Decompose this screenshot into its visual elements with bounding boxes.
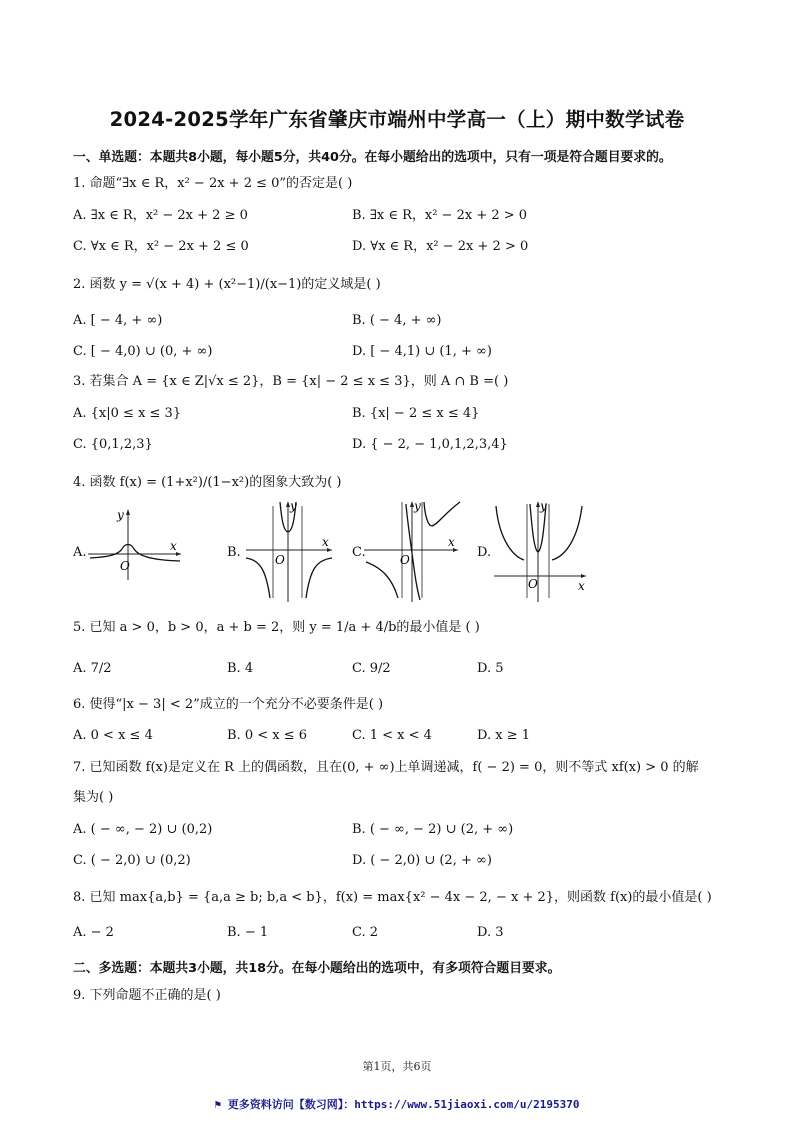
question-8-option-d[interactable]: D. 3 <box>477 925 504 940</box>
question-2-stem: 2. 函数 y = √(x + 4) + (x²−1)/(x−1)的定义域是( ) <box>73 277 381 292</box>
question-4-graph-a[interactable] <box>88 505 184 580</box>
question-3-option-d[interactable]: D. { − 2, − 1,0,1,2,3,4} <box>352 437 508 452</box>
question-4-option-c[interactable]: C. <box>352 545 366 560</box>
bottom-link-bar[interactable] <box>0 1096 794 1112</box>
graph-a-y-label: y <box>117 508 124 522</box>
question-8-option-a[interactable]: A. − 2 <box>73 925 114 940</box>
question-6-stem: 6. 使得“|x − 3| < 2”成立的一个充分不必要条件是( ) <box>73 697 384 712</box>
question-7-stem-continued: 集为( ) <box>73 790 114 805</box>
question-6-option-a[interactable]: A. 0 < x ≤ 4 <box>73 728 153 743</box>
question-5-option-a[interactable]: A. 7/2 <box>73 661 112 676</box>
graph-d-origin-label: O <box>528 577 538 591</box>
question-3-stem: 3. 若集合 A = {x ∈ Z|√x ≤ 2}，B = {x| − 2 ≤ x ≤ 3}，则 A ∩ B =( ) <box>73 374 509 389</box>
question-4-option-a[interactable]: A. <box>73 545 87 560</box>
question-1-option-b[interactable]: B. ∃x ∈ R，x² − 2x + 2 > 0 <box>352 208 528 223</box>
graph-a-x-label: x <box>170 539 177 553</box>
question-4-graph-c[interactable] <box>364 498 464 602</box>
question-4-option-b[interactable]: B. <box>227 545 241 560</box>
question-5-stem: 5. 已知 a > 0，b > 0，a + b = 2，则 y = 1/a + 4/b的最小值是 ( ) <box>73 620 480 635</box>
question-4-graph-d[interactable] <box>494 498 590 602</box>
question-6-option-d[interactable]: D. x ≥ 1 <box>477 728 530 743</box>
question-7-stem: 7. 已知函数 f(x)是定义在 R 上的偶函数，且在(0, + ∞)上单调递减，f( − 2) = 0，则不等式 xf(x) > 0 的解 <box>73 760 699 775</box>
graph-c-origin-label: O <box>400 553 410 567</box>
question-7-option-a[interactable]: A. ( − ∞, − 2) ∪ (0,2) <box>73 822 213 837</box>
question-8-stem: 8. 已知 max{a,b} = {a,a ≥ b; b,a < b}，f(x) = max{x² − 4x − 2, − x + 2}，则函数 f(x)的最小值是( ) <box>73 890 712 905</box>
question-6-option-c[interactable]: C. 1 < x < 4 <box>352 728 432 743</box>
question-4-stem: 4. 函数 f(x) = (1+x²)/(1−x²)的图象大致为( ) <box>73 475 342 490</box>
question-5-option-d[interactable]: D. 5 <box>477 661 504 676</box>
question-3-option-b[interactable]: B. {x| − 2 ≤ x ≤ 4} <box>352 406 480 421</box>
graph-b-y-label: y <box>290 499 297 513</box>
question-1-option-d[interactable]: D. ∀x ∈ R，x² − 2x + 2 > 0 <box>352 239 529 254</box>
question-2-option-d[interactable]: D. [ − 4,1) ∪ (1, + ∞) <box>352 344 492 359</box>
question-3-option-a[interactable]: A. {x|0 ≤ x ≤ 3} <box>73 406 182 421</box>
question-4-option-d[interactable]: D. <box>477 545 492 560</box>
question-8-option-b[interactable]: B. − 1 <box>227 925 269 940</box>
question-4-graph-b[interactable] <box>240 498 336 602</box>
section-heading-multi-choice: 二、多选题：本题共3小题，共18分。在每小题给出的选项中，有多项符合题目要求。 <box>73 961 561 976</box>
question-9-stem: 9. 下列命题不正确的是( ) <box>73 988 221 1003</box>
question-2-option-a[interactable]: A. [ − 4, + ∞) <box>73 313 163 328</box>
question-3-option-c[interactable]: C. {0,1,2,3} <box>73 437 153 452</box>
question-1-option-c[interactable]: C. ∀x ∈ R，x² − 2x + 2 ≤ 0 <box>73 239 249 254</box>
graph-c-y-label: y <box>414 499 421 513</box>
question-7-option-c[interactable]: C. ( − 2,0) ∪ (0,2) <box>73 853 191 868</box>
page-footer: 第1页，共6页 <box>362 1060 432 1073</box>
question-7-option-d[interactable]: D. ( − 2,0) ∪ (2, + ∞) <box>352 853 492 868</box>
question-8-option-c[interactable]: C. 2 <box>352 925 379 940</box>
question-5-option-b[interactable]: B. 4 <box>227 661 254 676</box>
graph-c-x-label: x <box>448 535 455 549</box>
graph-a-origin-label: O <box>120 559 130 573</box>
bottom-link-text[interactable]: 更多资料访问【数习网】：https://www.51jiaoxi.com/u/2195370 <box>227 1098 580 1111</box>
section-heading-single-choice: 一、单选题：本题共8小题，每小题5分，共40分。在每小题给出的选项中，只有一项是符合题目要求的。 <box>73 150 672 165</box>
graph-d-x-label: x <box>578 579 585 593</box>
graph-b-origin-label: O <box>275 553 285 567</box>
question-5-option-c[interactable]: C. 9/2 <box>352 661 391 676</box>
graph-d-y-label: y <box>540 499 547 513</box>
question-1-stem: 1. 命题“∃x ∈ R，x² − 2x + 2 ≤ 0”的否定是( ) <box>73 176 353 191</box>
question-2-option-b[interactable]: B. ( − 4, + ∞) <box>352 313 442 328</box>
flag-icon: ⚑ <box>214 1098 228 1111</box>
page-title: 2024-2025学年广东省肇庆市端州中学高一（上）期中数学试卷 <box>109 108 685 131</box>
question-2-option-c[interactable]: C. [ − 4,0) ∪ (0, + ∞) <box>73 344 213 359</box>
question-1-option-a[interactable]: A. ∃x ∈ R，x² − 2x + 2 ≥ 0 <box>73 208 248 223</box>
graph-b-x-label: x <box>322 535 329 549</box>
question-7-option-b[interactable]: B. ( − ∞, − 2) ∪ (2, + ∞) <box>352 822 514 837</box>
question-6-option-b[interactable]: B. 0 < x ≤ 6 <box>227 728 308 743</box>
